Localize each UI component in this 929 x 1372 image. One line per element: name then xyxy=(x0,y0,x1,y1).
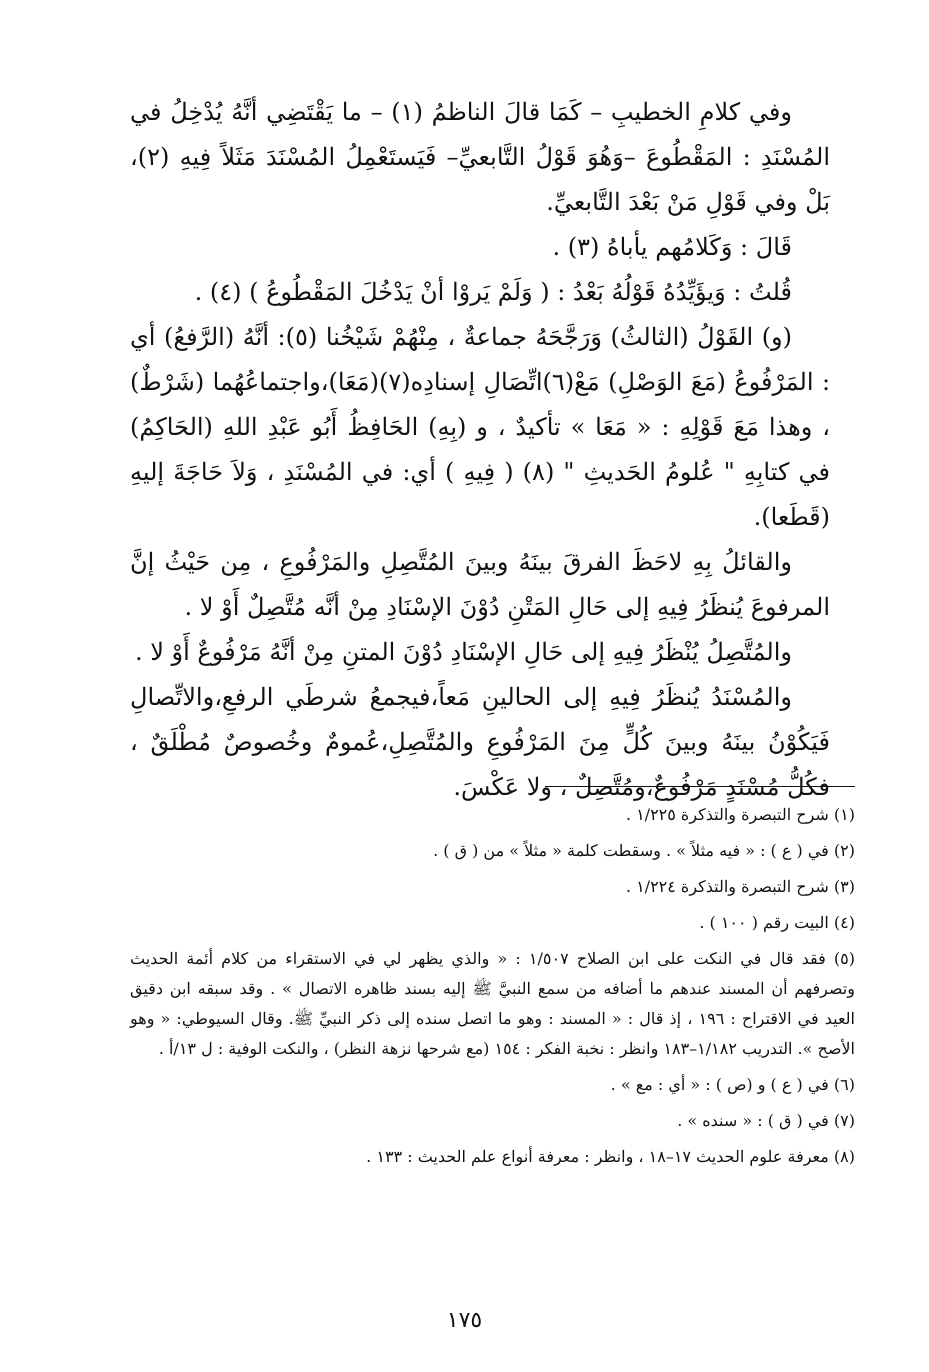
paragraph-4: (و) القَوْلُ (الثالثُ) وَرَجَّحَهُ جماعةٌ ، مِنْهُمْ شَيْخُنا (٥): أنَّهُ (الرَّفعُ) أي : المَرْفُوعُ (مَعَ الوَصْلِ) مَعْ(٦)اتِّصَالِ إسنادِه(٧)(مَعَا)،واجتماعُهُما (شَرْطٌ) ، وهذا مَعَ قَوْلِهِ : « مَعَا » تأكيدٌ ، و (بِهِ) الحَافِظُ أَبُو عَبْدِ اللهِ (الحَاكِمُ) في كتابِهِ " عُلومُ الحَديثِ " (٨) ( فِيهِ ) أي: في المُسْنَدِ ، وَلاَ حَاجَةَ إليهِ (قَطَعا). xyxy=(130,323,831,531)
footnote-5: (٥) فقد قال في النكت على ابن الصلاح ١/٥٠٧ : « والذي يظهر لي في الاستقراء من كلام أئمة الحديث وتصرفهم أن المسند عندهم ما أضافه من سمع النبيَّ ﷺ إليه بسند ظاهره الاتصال » . وقد سبقه ابن دقيق العيد في الاقتراح : ١٩٦ ، إذ قال : « المسند : وهو ما اتصل سنده إلى ذكر النبيِّ ﷺ. وقال السيوطي: « وهو الأصح ». التدريب ١/١٨٢–١٨٣ وانظر : نخبة الفكر : ١٥٤ (مع شرحها نزهة النظر) ، والنكت الوفية : ل ١٣/أ . xyxy=(130,949,855,1058)
footnote-4: (٤) البيت رقم ( ١٠٠ ) . xyxy=(699,913,855,932)
paragraph-3: قُلتُ : وَيؤَيِّدُهُ قَوْلُهُ بَعْدُ : ( وَلَمْ يَروْا أنْ يَدْخُلَ المَقْطُوعُ ) (٤) . xyxy=(194,278,792,306)
footnote-2: (٢) في ( ع ) : « فيه مثلاً » . وسقطت كلمة « مثلاً » من ( ق ) . xyxy=(433,841,855,860)
footnote-divider xyxy=(545,786,855,787)
paragraph-1: وفي كلامِ الخطيبِ – كَمَا قالَ الناظمُ (١) – ما يَقْتَضِي أنَّهُ يُدْخِلُ في المُسْنَدِ : المَقْطُوعَ –وَهُوَ قَوْلُ التَّابعيِّ– فَيَستَعْمِلُ المُسْنَدَ مَثَلاً فِيهِ (٢)، بَلْ وفي قَوْلِ مَنْ بَعْدَ التَّابعيِّ. xyxy=(130,98,830,216)
footnote-6: (٦) في ( ع ) و (ص ) : « أي : مع » . xyxy=(610,1075,855,1094)
paragraph-7: والمُسْنَدُ يُنظَرُ فِيهِ إلى الحالينِ مَعاً،فيجمعُ شرطَي الرفعِ،والاتِّصالِ فَيَكُوْنُ بينَهُ وبينَ كُلٍّ مِنَ المَرْفُوعِ والمُتَّصِلِ،عُمومٌ وخُصوصٌ مُطْلَقٌ ، فكُلُّ مُسْنَدٍ مَرْفُوعٌ،ومُتَّصِلٌ ، ولا عَكْسَ. xyxy=(130,683,830,801)
main-text xyxy=(130,90,830,810)
paragraph-2: قَالَ : وَكَلامُهم يأباهُ (٣) . xyxy=(552,233,792,261)
footnote-8: (٨) معرفة علوم الحديث ١٧–١٨ ، وانظر : معرفة أنواع علم الحديث : ١٣٣ . xyxy=(366,1147,855,1166)
paragraph-5: والقائلُ بِهِ لاحَظَ الفرقَ بينَهُ وبينَ المُتَّصِلِ والمَرْفُوعِ ، مِن حَيْثُ إنَّ المرفوعَ يُنظَرُ فِيهِ إلى حَالِ المَتْنِ دُوْنَ الإسْنَادِ مِنْ أنَّه مُتَّصِلٌ أَوْ لا . xyxy=(130,548,830,621)
footnote-7: (٧) في ( ق ) : « سنده » . xyxy=(677,1111,855,1130)
paragraph-6: والمُتَّصِلُ يُنْظَرُ فِيهِ إلى حَالِ الإسْنَادِ دُوْنَ المتنِ مِنْ أنَّهُ مَرْفُوعٌ أَوْ لا . xyxy=(134,638,792,666)
page-number: ١٧٥ xyxy=(446,1308,483,1333)
footnotes xyxy=(130,800,855,1178)
footnote-3: (٣) شرح التبصرة والتذكرة ١/٢٢٤ . xyxy=(625,877,855,896)
footnote-1: (١) شرح التبصرة والتذكرة ١/٢٢٥ . xyxy=(625,805,855,824)
